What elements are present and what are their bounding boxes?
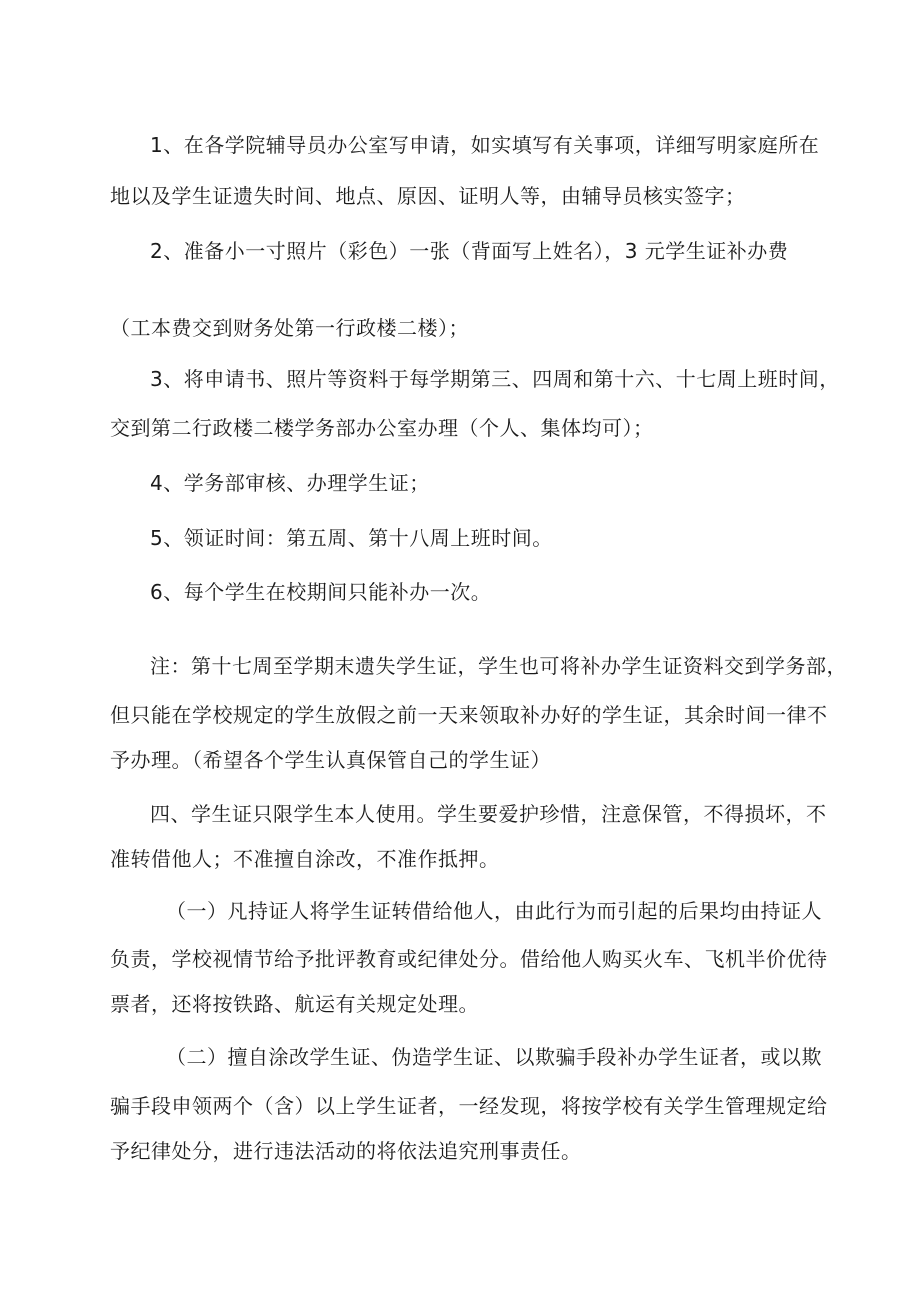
text-line: 4、学务部审核、办理学生证； bbox=[150, 471, 430, 495]
text-line: 准转借他人；不准擅自涂改，不准作抵押。 bbox=[110, 847, 500, 871]
text-line: （二）擅自涂改学生证、伪造学生证、以欺骗手段补办学生证者，或以欺 bbox=[166, 1045, 822, 1069]
text-line: （一）凡持证人将学生证转借给他人，由此行为而引起的后果均由持证人 bbox=[166, 899, 822, 923]
text-line: 予纪律处分，进行违法活动的将依法追究刑事责任。 bbox=[110, 1139, 582, 1163]
text-line: 予办理。（希望各个学生认真保管自己的学生证） bbox=[110, 748, 551, 772]
text-line: 四、学生证只限学生本人使用。学生要爱护珍惜，注意保管，不得损坏，不 bbox=[150, 802, 827, 826]
text-line: 5、领证时间：第五周、第十八周上班时间。 bbox=[150, 526, 553, 550]
text-line: 注：第十七周至学期末遗失学生证，学生也可将补办学生证资料交到学务部， bbox=[150, 654, 847, 678]
text-line: 6、每个学生在校期间只能补办一次。 bbox=[150, 580, 492, 604]
text-line: 骗手段申领两个（含）以上学生证者，一经发现，将按学校有关学生管理规定给 bbox=[110, 1094, 828, 1118]
text-line: 1、在各学院辅导员办公室写申请，如实填写有关事项，详细写明家庭所在 bbox=[150, 133, 820, 157]
text-line: 负责，学校视情节给予批评教育或纪律处分。借给他人购买火车、飞机半价优待 bbox=[110, 947, 828, 971]
text-line: 2、准备小一寸照片（彩色）一张（背面写上姓名），3 元学生证补办费 bbox=[150, 239, 789, 263]
text-line: 地以及学生证遗失时间、地点、原因、证明人等，由辅导员核实签字； bbox=[110, 184, 746, 208]
text-line: 3、将申请书、照片等资料于每学期第三、四周和第十六、十七周上班时间， bbox=[150, 367, 840, 391]
text-line: （工本费交到财务处第一行政楼二楼）； bbox=[110, 316, 469, 340]
text-line: 但只能在学校规定的学生放假之前一天来领取补办好的学生证，其余时间一律不 bbox=[110, 703, 828, 727]
text-line: 交到第二行政楼二楼学务部办公室办理（个人、集体均可）； bbox=[110, 416, 654, 440]
text-line: 票者，还将按铁路、航运有关规定处理。 bbox=[110, 992, 479, 1016]
